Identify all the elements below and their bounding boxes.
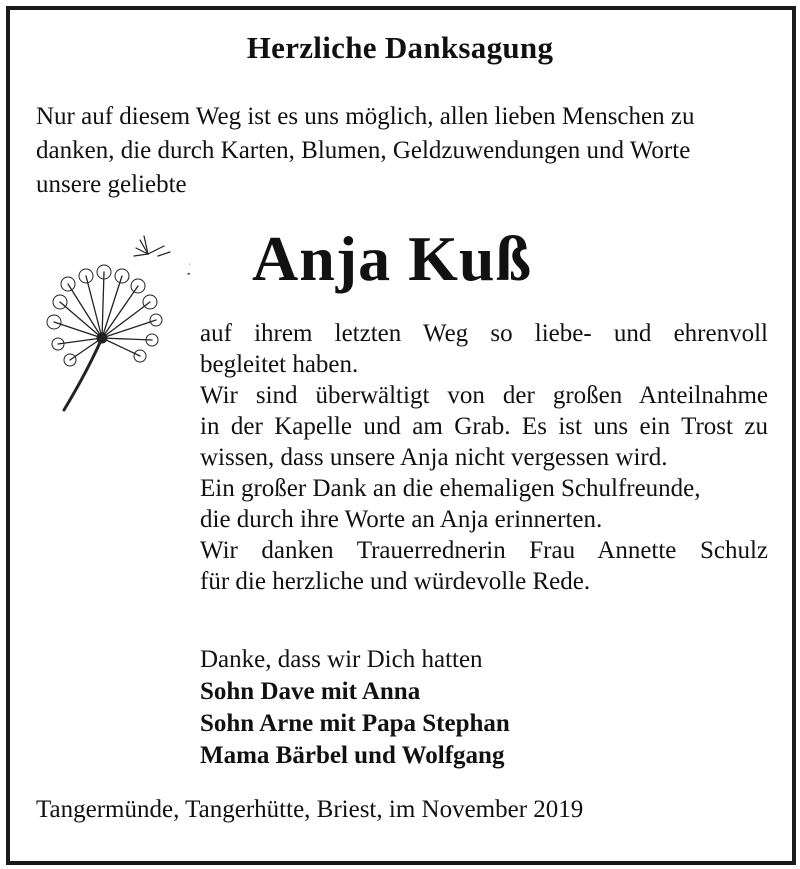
body-line: für die herzliche und würdevolle Rede. <box>200 568 591 595</box>
deceased-name: Anja Kuß <box>252 223 533 294</box>
body-line: auf ihrem letzten Weg so liebe- und ehrenvoll <box>200 320 768 347</box>
body-line: Ein großer Dank an die ehemaligen Schulfreunde, <box>200 475 701 502</box>
intro-paragraph <box>36 100 768 202</box>
closing-line: Danke, dass wir Dich hatten <box>200 646 483 673</box>
signature-line: Sohn Arne mit Papa Stephan <box>200 710 510 737</box>
body-line: Wir sind überwältigt von der großen Anteilnahme <box>200 382 768 409</box>
body-line: in der Kapelle und am Grab. Es ist uns ein Trost zu <box>200 413 768 440</box>
body-line: die durch ihre Worte an Anja erinnerten. <box>200 506 603 533</box>
signature-line: Mama Bärbel und Wolfgang <box>200 742 505 769</box>
body-line: begleitet haben. <box>200 351 359 378</box>
intro-line: Nur auf diesem Weg ist es uns möglich, allen lieben Menschen zu <box>36 103 695 130</box>
dandelion-icon <box>40 210 190 420</box>
signature-block <box>200 644 510 772</box>
body-line: Wir danken Trauerrednerin Frau Annette Schulz <box>200 537 768 564</box>
page-title: Herzliche Danksagung <box>246 30 554 65</box>
intro-line: unsere geliebte <box>36 171 187 198</box>
signature-line: Sohn Dave mit Anna <box>200 678 421 705</box>
place-date: Tangermünde, Tangerhütte, Briest, im November 2019 <box>36 796 584 823</box>
intro-line: danken, die durch Karten, Blumen, Geldzuwendungen und Worte <box>36 137 691 164</box>
body-paragraph <box>200 318 768 597</box>
body-line: wissen, dass unsere Anja nicht vergessen wird. <box>200 444 668 471</box>
